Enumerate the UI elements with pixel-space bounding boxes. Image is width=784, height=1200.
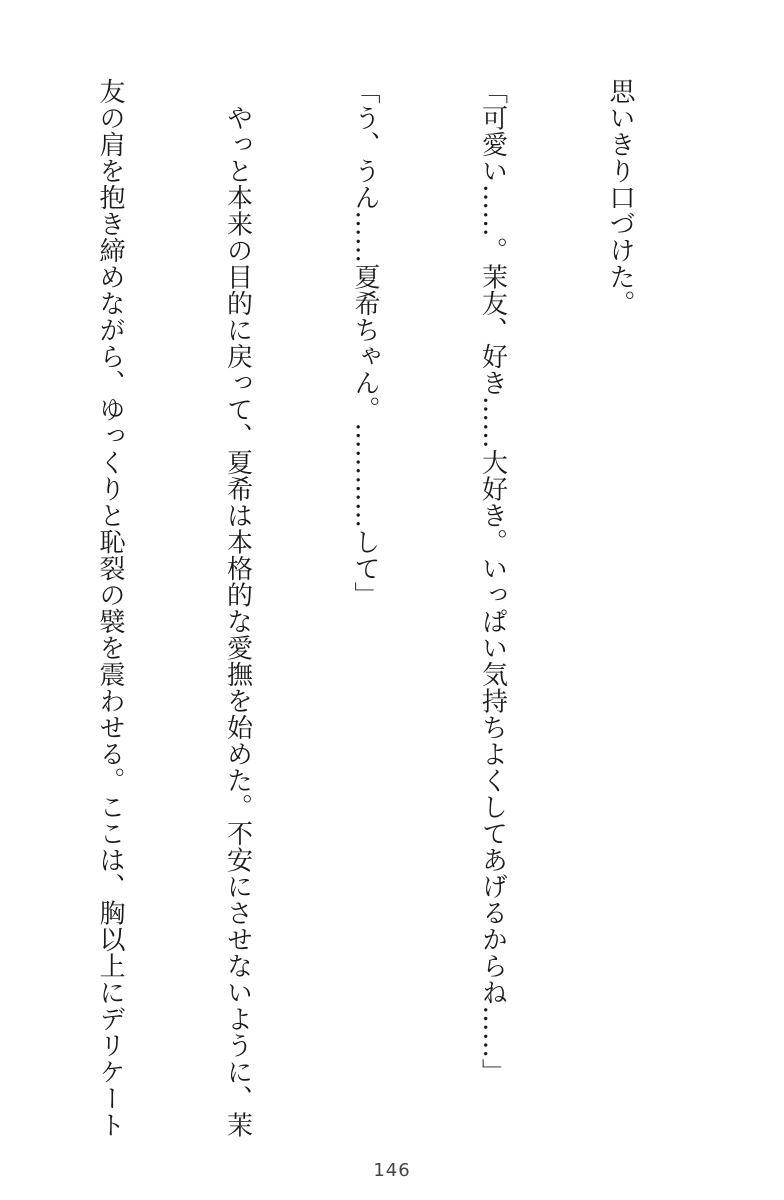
text-line: 「う、うん……夏希ちゃん。…………して」 bbox=[350, 78, 380, 608]
text-line: 思いきり口づけた。 bbox=[605, 78, 635, 317]
page-number: 146 bbox=[373, 1160, 411, 1181]
body-text bbox=[0, 78, 726, 1138]
text-line bbox=[0, 78, 4, 1118]
text-line: 友の肩を抱き締めながら、ゆっくりと恥裂の襞を震わせる。ここは、胸以上にデリケート bbox=[95, 78, 125, 1138]
text-line: 「可愛い……。茉友、好き……大好き。いっぱい気持ちよくしてあげるからね……」 bbox=[477, 78, 508, 1085]
text-line: やっと本来の目的に戻って、夏希は本格的な愛撫を始めた。不安にさせないように、茉 bbox=[222, 78, 253, 1138]
